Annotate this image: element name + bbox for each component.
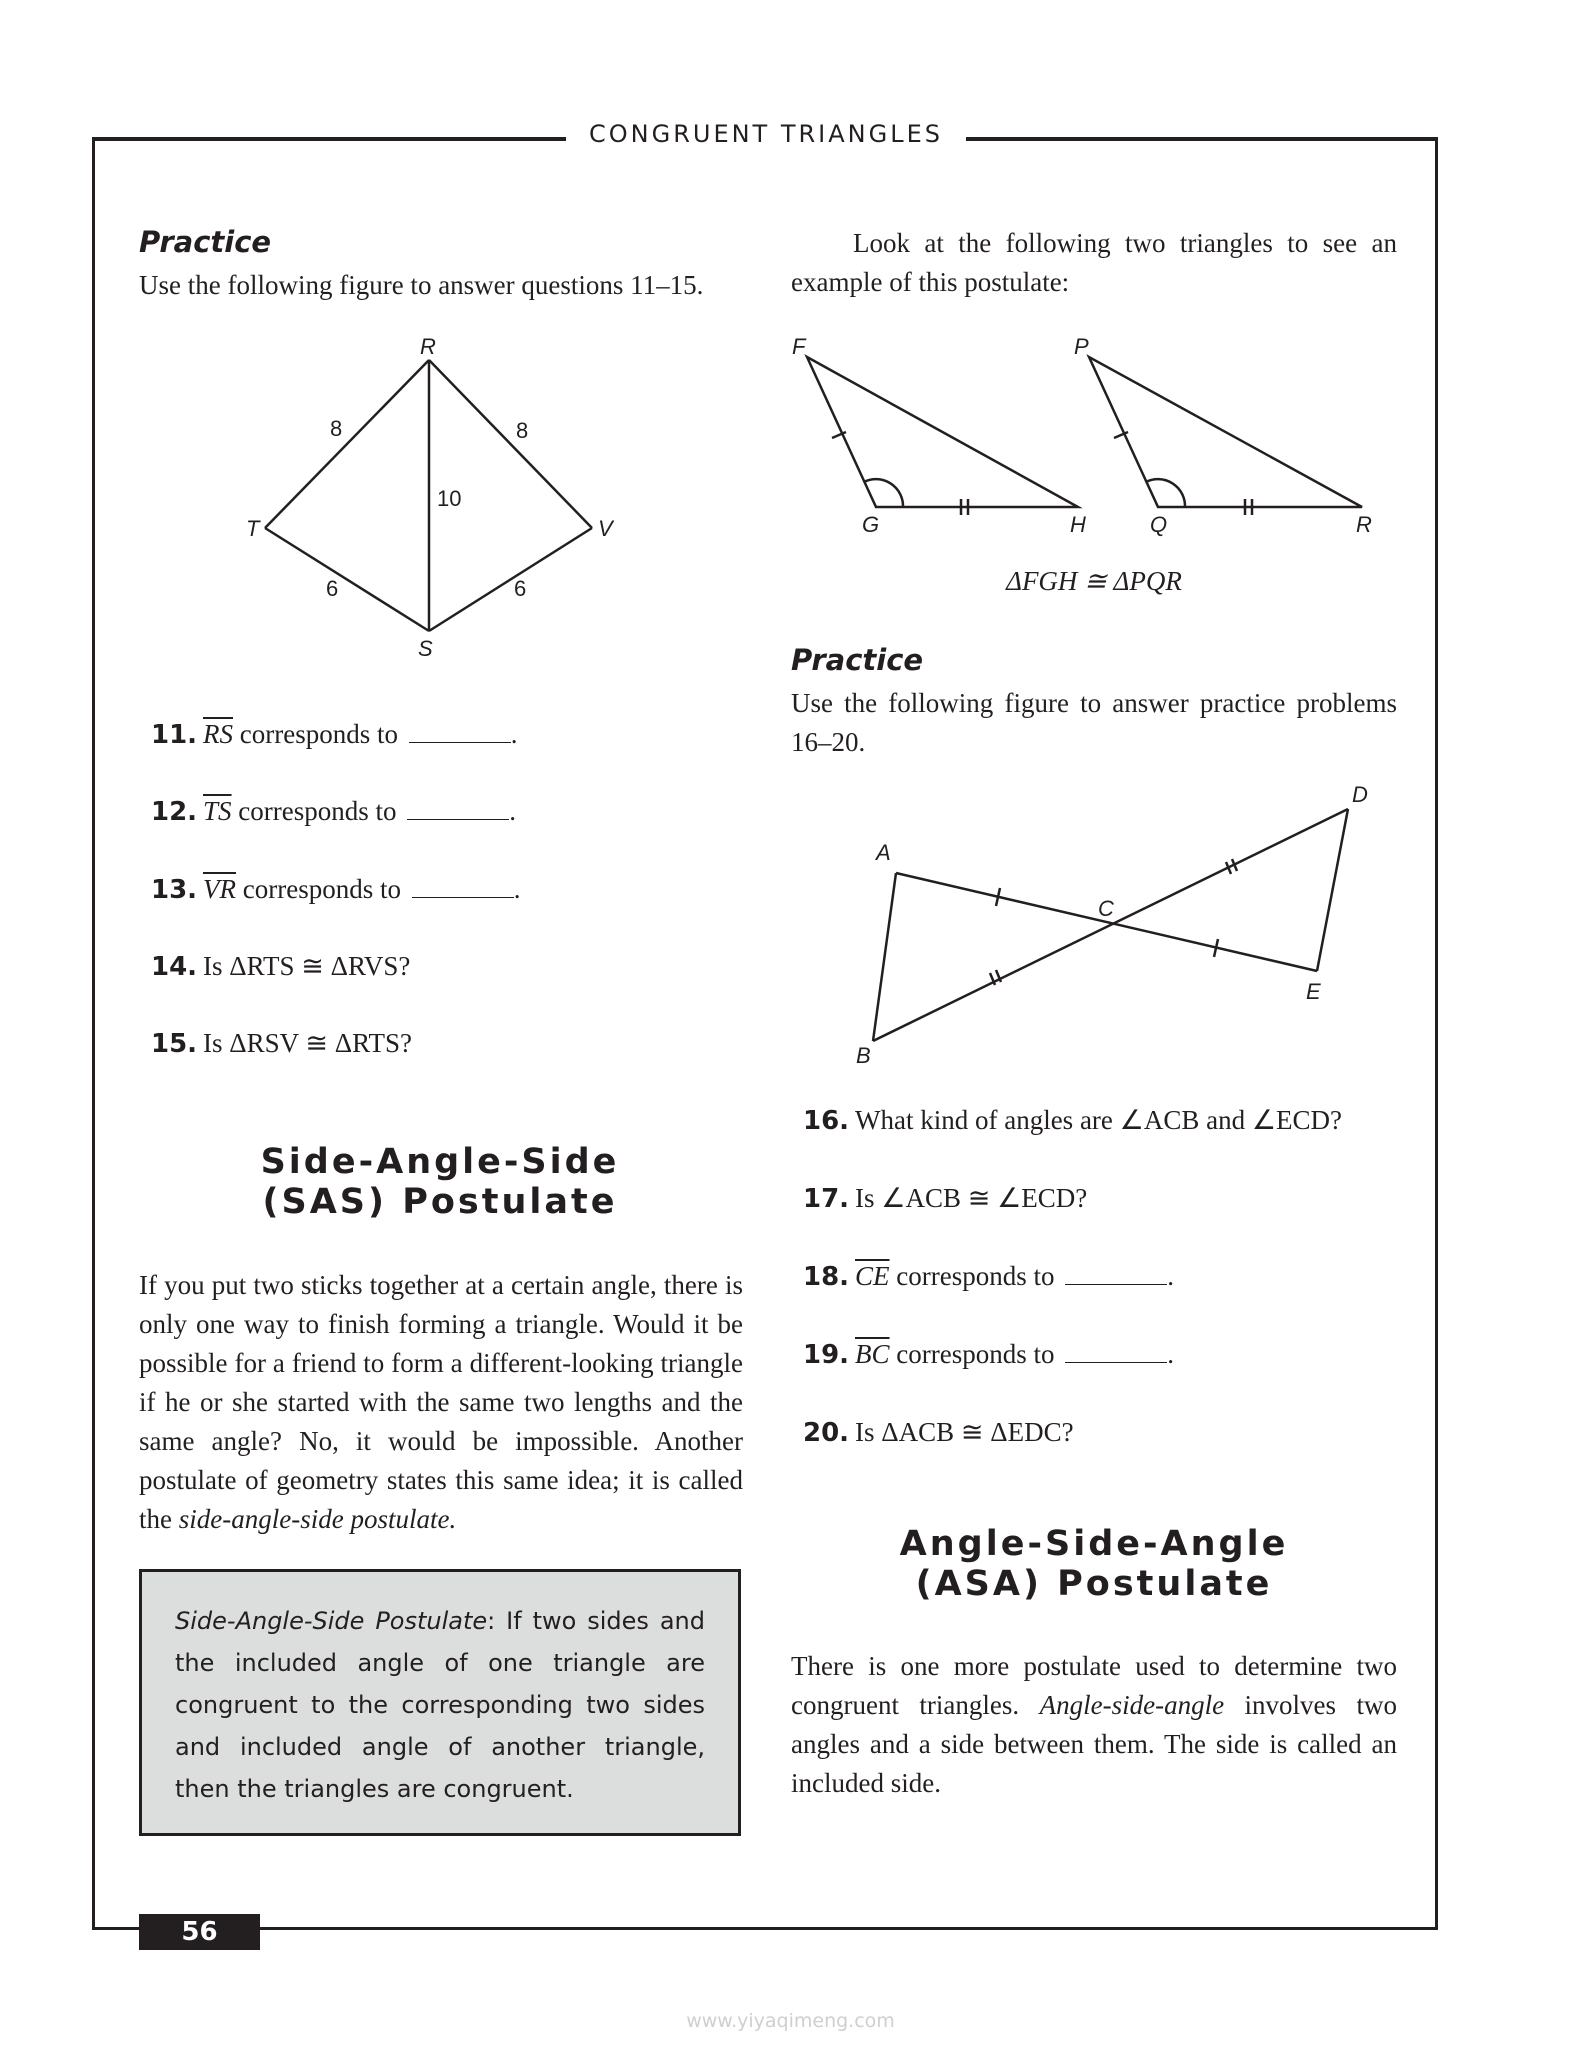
question-16: 16. What kind of angles are ∠ACB and ∠ECD?: [803, 1105, 1343, 1136]
answer-blank-19[interactable]: [1065, 1342, 1167, 1363]
question-19: 19. $\overline{BC}$ corresponds to .: [803, 1339, 1174, 1370]
length-ts: 6: [326, 576, 339, 601]
bowtie-figure: [840, 780, 1380, 1070]
length-vs: 6: [514, 576, 527, 601]
kite-figure: [230, 326, 630, 666]
answer-blank-11[interactable]: [409, 722, 511, 743]
sas-postulate-text: Side-Angle-Side Postulate: If two sides and the included angle of one triangle are congruent to the corresponding two sides and included angle of another triangle, then the triangles are congruent.: [175, 1607, 705, 1803]
label-c: C: [1098, 896, 1114, 921]
practice-heading-left: Practice: [139, 225, 272, 259]
segment-ab: [873, 873, 896, 1041]
question-12: 12. $\overline{TS}$ corresponds to .: [151, 796, 516, 827]
label-p: P: [1074, 334, 1089, 359]
sas-paragraph: If you put two sticks together at a certain angle, there is only one way to finish forming a triangle. Would it be possible for a friend to form a different-looking triangle if he or she started with the same two lengths and the same angle? No, it would be impossible. Another postulate of geometry states this same idea; it is called the side-angle-side postulate.: [139, 1270, 743, 1534]
asa-paragraph: There is one more postulate used to determine two congruent triangles. Angle-side-angle involves two angles and a side between them. The side is called an included side.: [791, 1651, 1398, 1798]
length-rv: 8: [516, 418, 529, 443]
practice-intro-right: Use the following figure to answer practice problems 16–20.: [791, 688, 1397, 757]
label-s: S: [418, 636, 433, 661]
triangle-fgh: [807, 357, 1078, 507]
practice-heading-right: Practice: [791, 643, 924, 677]
segment-bd: [873, 809, 1348, 1041]
sas-section-title: Side-Angle-Side (SAS) Postulate: [260, 1142, 620, 1222]
label-f: F: [792, 334, 806, 359]
practice-intro-left: Use the following figure to answer questions 11–15.: [139, 270, 704, 300]
page-header: CONGRUENT TRIANGLES: [566, 120, 966, 148]
label-g: G: [862, 512, 880, 537]
answer-blank-13[interactable]: [412, 877, 514, 898]
question-14: 14. Is ΔRTS ≅ ΔRVS?: [151, 951, 411, 982]
triangle-pqr: [1089, 357, 1362, 507]
question-15: 15. Is ΔRSV ≅ ΔRTS?: [151, 1028, 413, 1059]
label-v: V: [598, 516, 613, 541]
answer-blank-12[interactable]: [407, 799, 509, 820]
question-18: 18. $\overline{CE}$ corresponds to .: [803, 1261, 1174, 1292]
segment-ae: [896, 873, 1317, 971]
label-q: Q: [1150, 512, 1168, 537]
label-d: D: [1352, 782, 1368, 807]
asa-section-title: Angle-Side-Angle (ASA) Postulate: [899, 1524, 1289, 1604]
label-a: A: [876, 840, 891, 865]
question-20: 20. Is ΔACB ≅ ΔEDC?: [803, 1417, 1074, 1448]
header-rule-right: [966, 137, 1438, 141]
segment-vs: [429, 528, 592, 631]
label-e: E: [1306, 979, 1321, 1004]
congruent-triangles-figure: [780, 330, 1400, 540]
answer-blank-18[interactable]: [1065, 1264, 1167, 1285]
length-rt: 8: [330, 416, 343, 441]
label-r: R: [420, 334, 436, 359]
question-17: 17. Is ∠ACB ≅ ∠ECD?: [803, 1183, 1088, 1214]
example-intro: Look at the following two triangles to see an example of this postulate:: [791, 228, 1397, 297]
label-r2: R: [1356, 512, 1372, 537]
question-11: 11. $\overline{RS}$ corresponds to .: [151, 719, 518, 750]
length-rs: 10: [437, 486, 462, 511]
label-b: B: [856, 1043, 871, 1068]
sas-postulate-box: [139, 1569, 741, 1836]
segment-de: [1317, 809, 1348, 971]
page-number: 56: [139, 1914, 260, 1950]
header-rule-left: [92, 137, 566, 141]
segment-rt: [265, 360, 429, 528]
question-13: 13. $\overline{VR}$ corresponds to .: [151, 874, 521, 905]
label-t: T: [246, 516, 260, 541]
congruence-caption: ΔFGH ≅ ΔPQR: [1006, 566, 1182, 596]
watermark: www.yiyaqimeng.com: [686, 2010, 895, 2032]
label-h: H: [1070, 512, 1086, 537]
segment-ts: [265, 528, 429, 631]
